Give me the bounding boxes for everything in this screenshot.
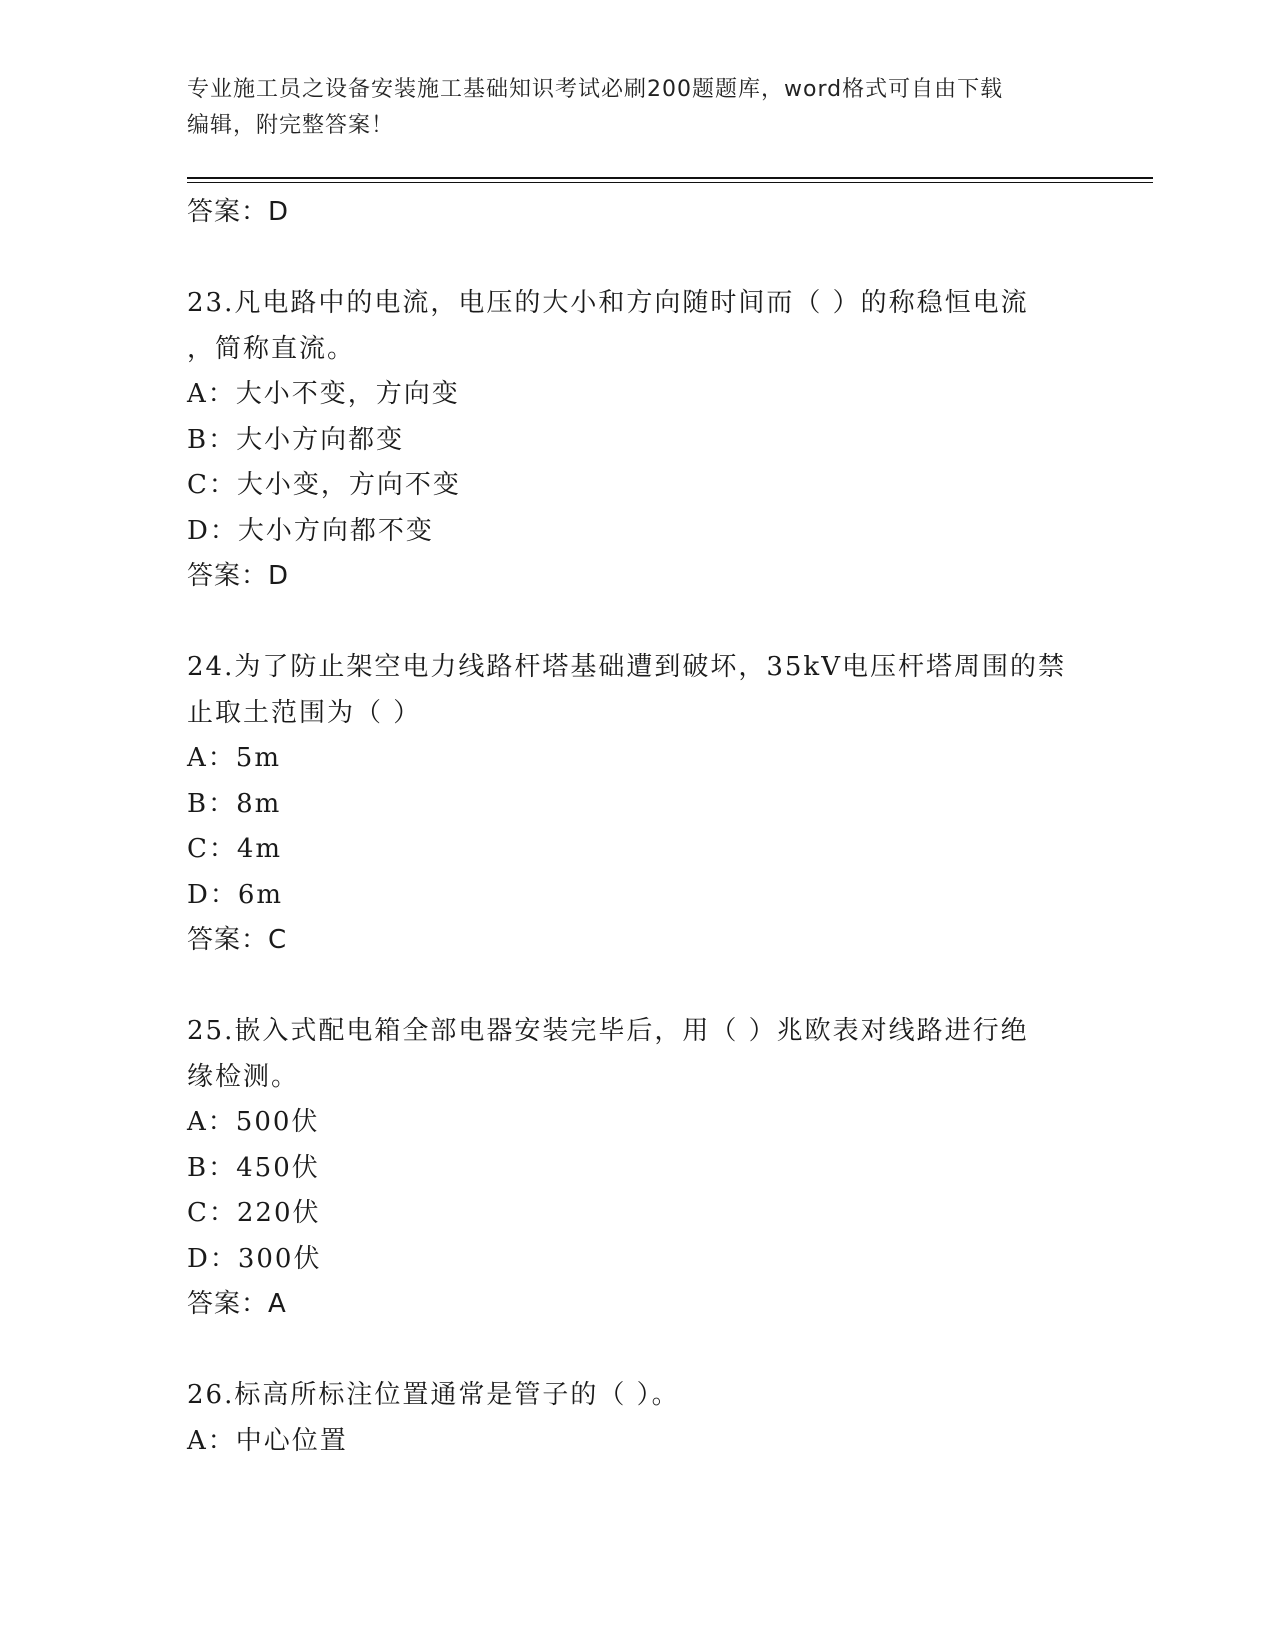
option-b: B：8m [187, 788, 282, 819]
spacer [187, 236, 1087, 282]
option-b: B：450伏 [187, 1152, 320, 1183]
question-text-continued: 止取土范围为（ ） [187, 697, 422, 728]
question-text-continued: 缘检测。 [187, 1061, 300, 1092]
spacer [187, 1328, 1087, 1374]
question-text: 24.为了防止架空电力线路杆塔基础遭到破坏，35kV电压杆塔周围的禁 [187, 652, 1066, 682]
header-line-1: 专业施工员之设备安装施工基础知识考试必刷200题题库，word格式可自由下载 [187, 77, 1004, 102]
option-a: A：5m [187, 743, 281, 773]
option-a: A：中心位置 [187, 1425, 348, 1456]
question-text: 25.嵌入式配电箱全部电器安装完毕后，用（ ）兆欧表对线路进行绝 [187, 1016, 1029, 1046]
option-c: C：220伏 [187, 1198, 321, 1228]
answer-line: 答案：C [187, 925, 288, 955]
option-d: D：300伏 [187, 1243, 322, 1274]
option-d: D：6m [187, 879, 284, 910]
question-text-continued: ，简称直流。 [187, 333, 356, 364]
question-list [187, 190, 1087, 1464]
option-a: A：大小不变，方向变 [187, 379, 460, 409]
option-a: A：500伏 [187, 1107, 320, 1137]
spacer [187, 964, 1087, 1010]
question-25 [187, 1009, 1087, 1328]
option-c: C：4m [187, 834, 283, 864]
option-b: B：大小方向都变 [187, 424, 405, 455]
answer-line: 答案：A [187, 1289, 287, 1319]
option-d: D：大小方向都不变 [187, 515, 434, 546]
question-text: 23.凡电路中的电流，电压的大小和方向随时间而（ ）的称稳恒电流 [187, 288, 1029, 318]
header-divider-thin [187, 182, 1153, 183]
option-c: C：大小变，方向不变 [187, 470, 461, 500]
header-divider-thick [187, 177, 1153, 179]
question-text: 26.标高所标注位置通常是管子的（ ）。 [187, 1380, 680, 1410]
spacer [187, 600, 1087, 646]
question-26 [187, 1373, 1087, 1464]
answer-line: 答案：D [187, 561, 290, 591]
page-header [187, 72, 1067, 144]
question-23 [187, 281, 1087, 600]
question-24 [187, 645, 1087, 964]
answer-line: 答案：D [187, 197, 290, 227]
header-line-2: 编辑，附完整答案！ [187, 113, 395, 138]
